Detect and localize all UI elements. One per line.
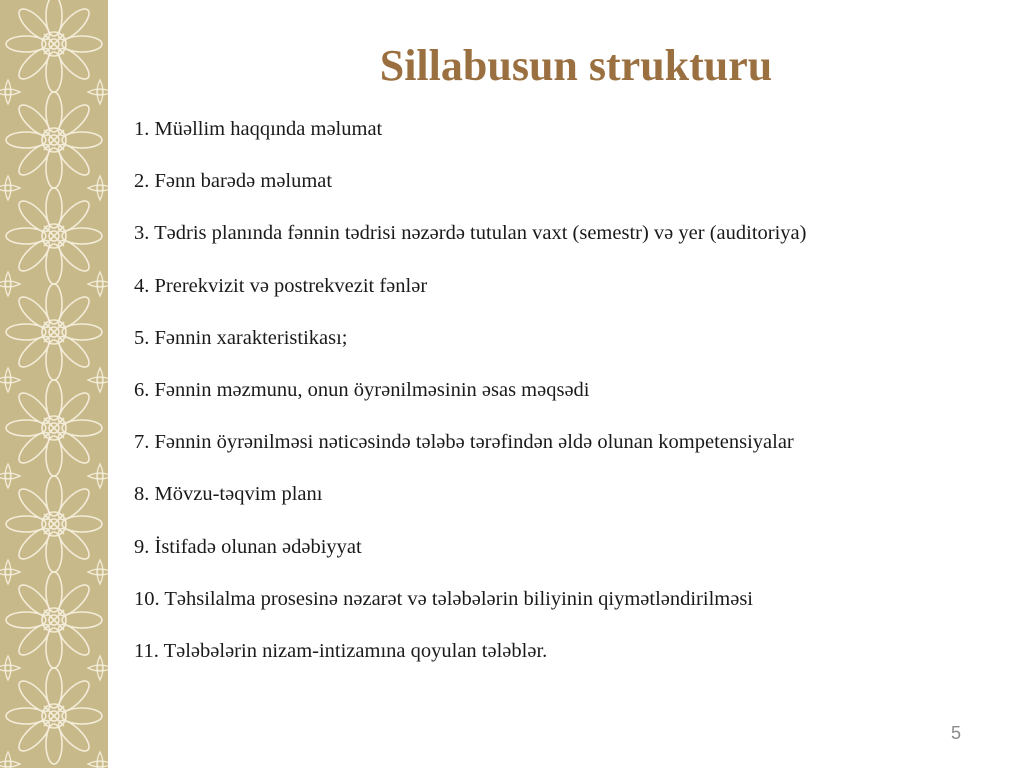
list-item: 11. Tələbələrin nizam-intizamına qoyulan tələblər. [134,639,548,662]
list-item: 1. Müəllim haqqında məlumat [134,118,383,140]
floral-pattern-icon [0,0,108,768]
list-item: 3. Tədris planında fənnin tədrisi nəzərdə tutulan vaxt (semestr) və yer (auditoriya) [134,222,807,245]
structure-list [134,114,806,688]
list-item: 10. Təhsilalma prosesinə nəzarət və tələbələrin biliyinin qiymətləndirilməsi [134,587,753,610]
ornamental-border [0,0,108,768]
list-item: 7. Fənnin öyrənilməsi nəticəsində tələbə tərəfindən əldə olunan kompetensiyalar [134,431,794,454]
list-item: 4. Prerekvizit və postrekvezit fənlər [134,274,428,297]
list-item: 9. İstifadə olunan ədəbiyyat [134,535,362,558]
list-item: 8. Mövzu-təqvim planı [134,483,323,506]
list-item: 2. Fənn barədə məlumat [134,170,333,193]
page-number: 5 [950,723,961,743]
list-item: 6. Fənnin məzmunu, onun öyrənilməsinin əsas məqsədi [134,378,590,401]
slide-title: Sillabusun strukturu [379,41,773,90]
list-item: 5. Fənnin xarakteristikası; [134,326,348,349]
